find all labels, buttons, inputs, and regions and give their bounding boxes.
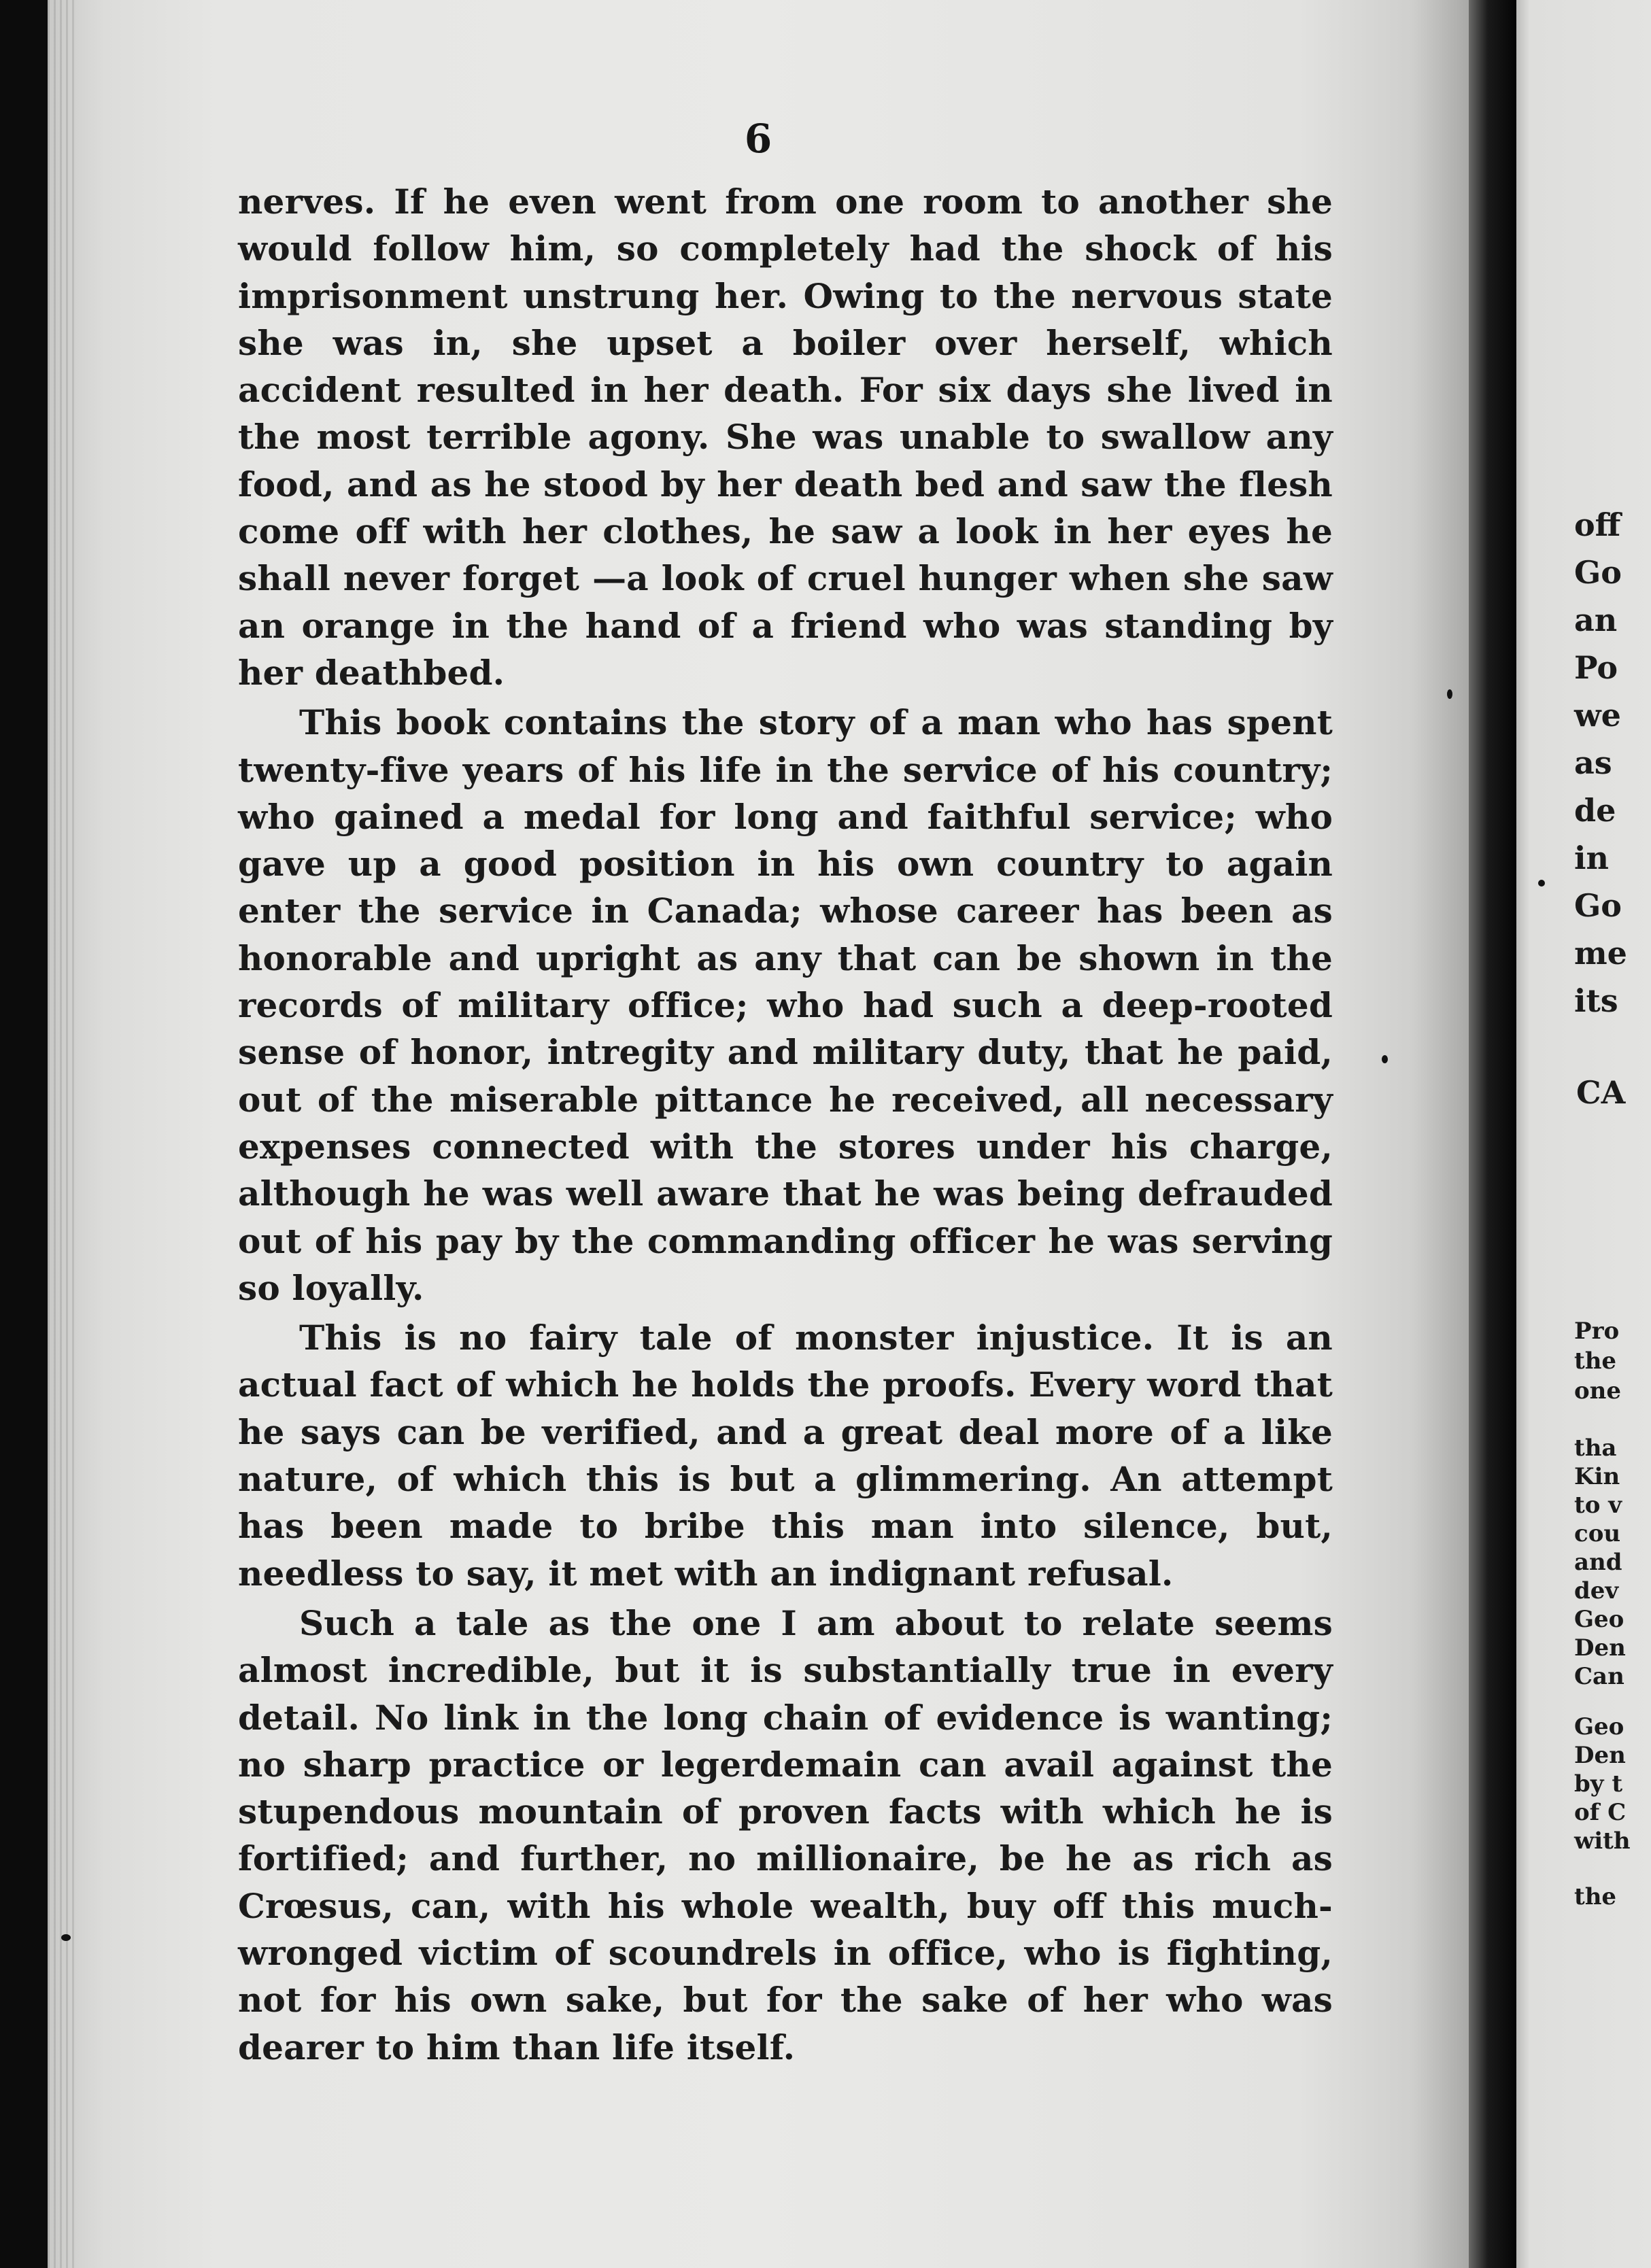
facing-fragment: Geo	[1574, 1606, 1624, 1633]
paragraph-4: Such a tale as the one I am about to relate seems almost incredible, but it is substantially true in every detail. No link in the long chain of evidence is wanting; no sharp practice or legerdemain can avail against the stupendous mountain of proven facts with which he is fortified; and further, no millionaire, be he as rich as Crœsus, can, with his whole wealth, buy off this much-wronged victim of scoundrels in office, who is fighting, not for his own sake, but for the sake of her who was dearer to him than life itself.	[238, 1602, 1333, 2067]
facing-fragment: Den	[1574, 1742, 1626, 1769]
page-edge-shading	[48, 0, 75, 2268]
scan-speck	[1538, 880, 1545, 887]
facing-fragment: in	[1574, 840, 1609, 876]
paragraph-2: This book contains the story of a man who has spent twenty-five years of his life in the service of his country; who gained a medal for long and faithful service; who gave up a good position in his own country to again enter the service in Canada; whose career has been as honorable and upright as any that can be shown in the records of military office; who had such a deep-rooted sense of honor, intregity and military duty, that he paid, out of the miserable pittance he received, all necessary expenses connected with the stores under his charge, although he was well aware that he was being defrauded out of his pay by the commanding officer he was serving so loyally.	[238, 702, 1333, 1308]
book-gutter	[1469, 0, 1516, 2268]
facing-page	[1516, 0, 1651, 2268]
facing-heading-fragment: CA	[1576, 1074, 1626, 1111]
facing-fragment: by t	[1574, 1770, 1623, 1798]
facing-fragment: one	[1574, 1377, 1622, 1405]
facing-fragment: Pro	[1574, 1318, 1620, 1345]
facing-fragment: de	[1574, 792, 1616, 829]
facing-fragment: Go	[1574, 554, 1622, 591]
facing-fragment: the	[1574, 1347, 1617, 1375]
facing-fragment: dev	[1574, 1577, 1619, 1604]
facing-fragment: as	[1574, 744, 1612, 781]
facing-fragment: the	[1574, 1883, 1617, 1910]
facing-fragment: off	[1574, 506, 1621, 543]
facing-fragment: of C	[1574, 1799, 1627, 1826]
facing-fragment: Kin	[1574, 1463, 1620, 1490]
facing-fragment: cou	[1574, 1520, 1621, 1547]
page-body	[238, 178, 1333, 2071]
facing-fragment: we	[1574, 697, 1621, 734]
page-number: 6	[744, 116, 772, 162]
facing-fragment: and	[1574, 1549, 1622, 1576]
facing-fragment: me	[1574, 935, 1627, 972]
facing-fragment: Po	[1574, 649, 1618, 686]
scan-speck	[61, 1934, 71, 1941]
facing-fragment: Den	[1574, 1634, 1626, 1662]
facing-fragment: Go	[1574, 887, 1622, 924]
paragraph-1: nerves. If he even went from one room to another she would follow him, so completely had the shock of his imprisonment unstrung her. Owing to the nervous state she was in, she upset a boiler over herself, which accident resulted in her death. For six days she lived in the most terrible agony. She was unable to swallow any food, and as he stood by her death bed and saw the flesh come off with her clothes, he saw a look in her eyes he shall never forget —a look of cruel hunger when she saw an orange in the hand of a friend who was standing by her deathbed.	[238, 182, 1333, 693]
facing-fragment: with	[1574, 1827, 1631, 1855]
paragraph-3: This is no fairy tale of monster injustice. It is an actual fact of which he holds the proofs. Every word that he says can be verified, and a great deal more of a like nature, of which this is but a glimmering. An attempt has been made to bribe this man into silence, but, needless to say, it met with an indignant refusal.	[238, 1318, 1333, 1594]
facing-fragment: Can	[1574, 1663, 1624, 1690]
facing-fragment: Geo	[1574, 1713, 1624, 1740]
facing-fragment: an	[1574, 602, 1618, 638]
facing-fragment: its	[1574, 982, 1618, 1019]
facing-fragment: to v	[1574, 1492, 1622, 1519]
scan-speck	[1382, 1055, 1388, 1063]
facing-fragment: tha	[1574, 1434, 1617, 1462]
scan-speck	[1447, 689, 1452, 699]
